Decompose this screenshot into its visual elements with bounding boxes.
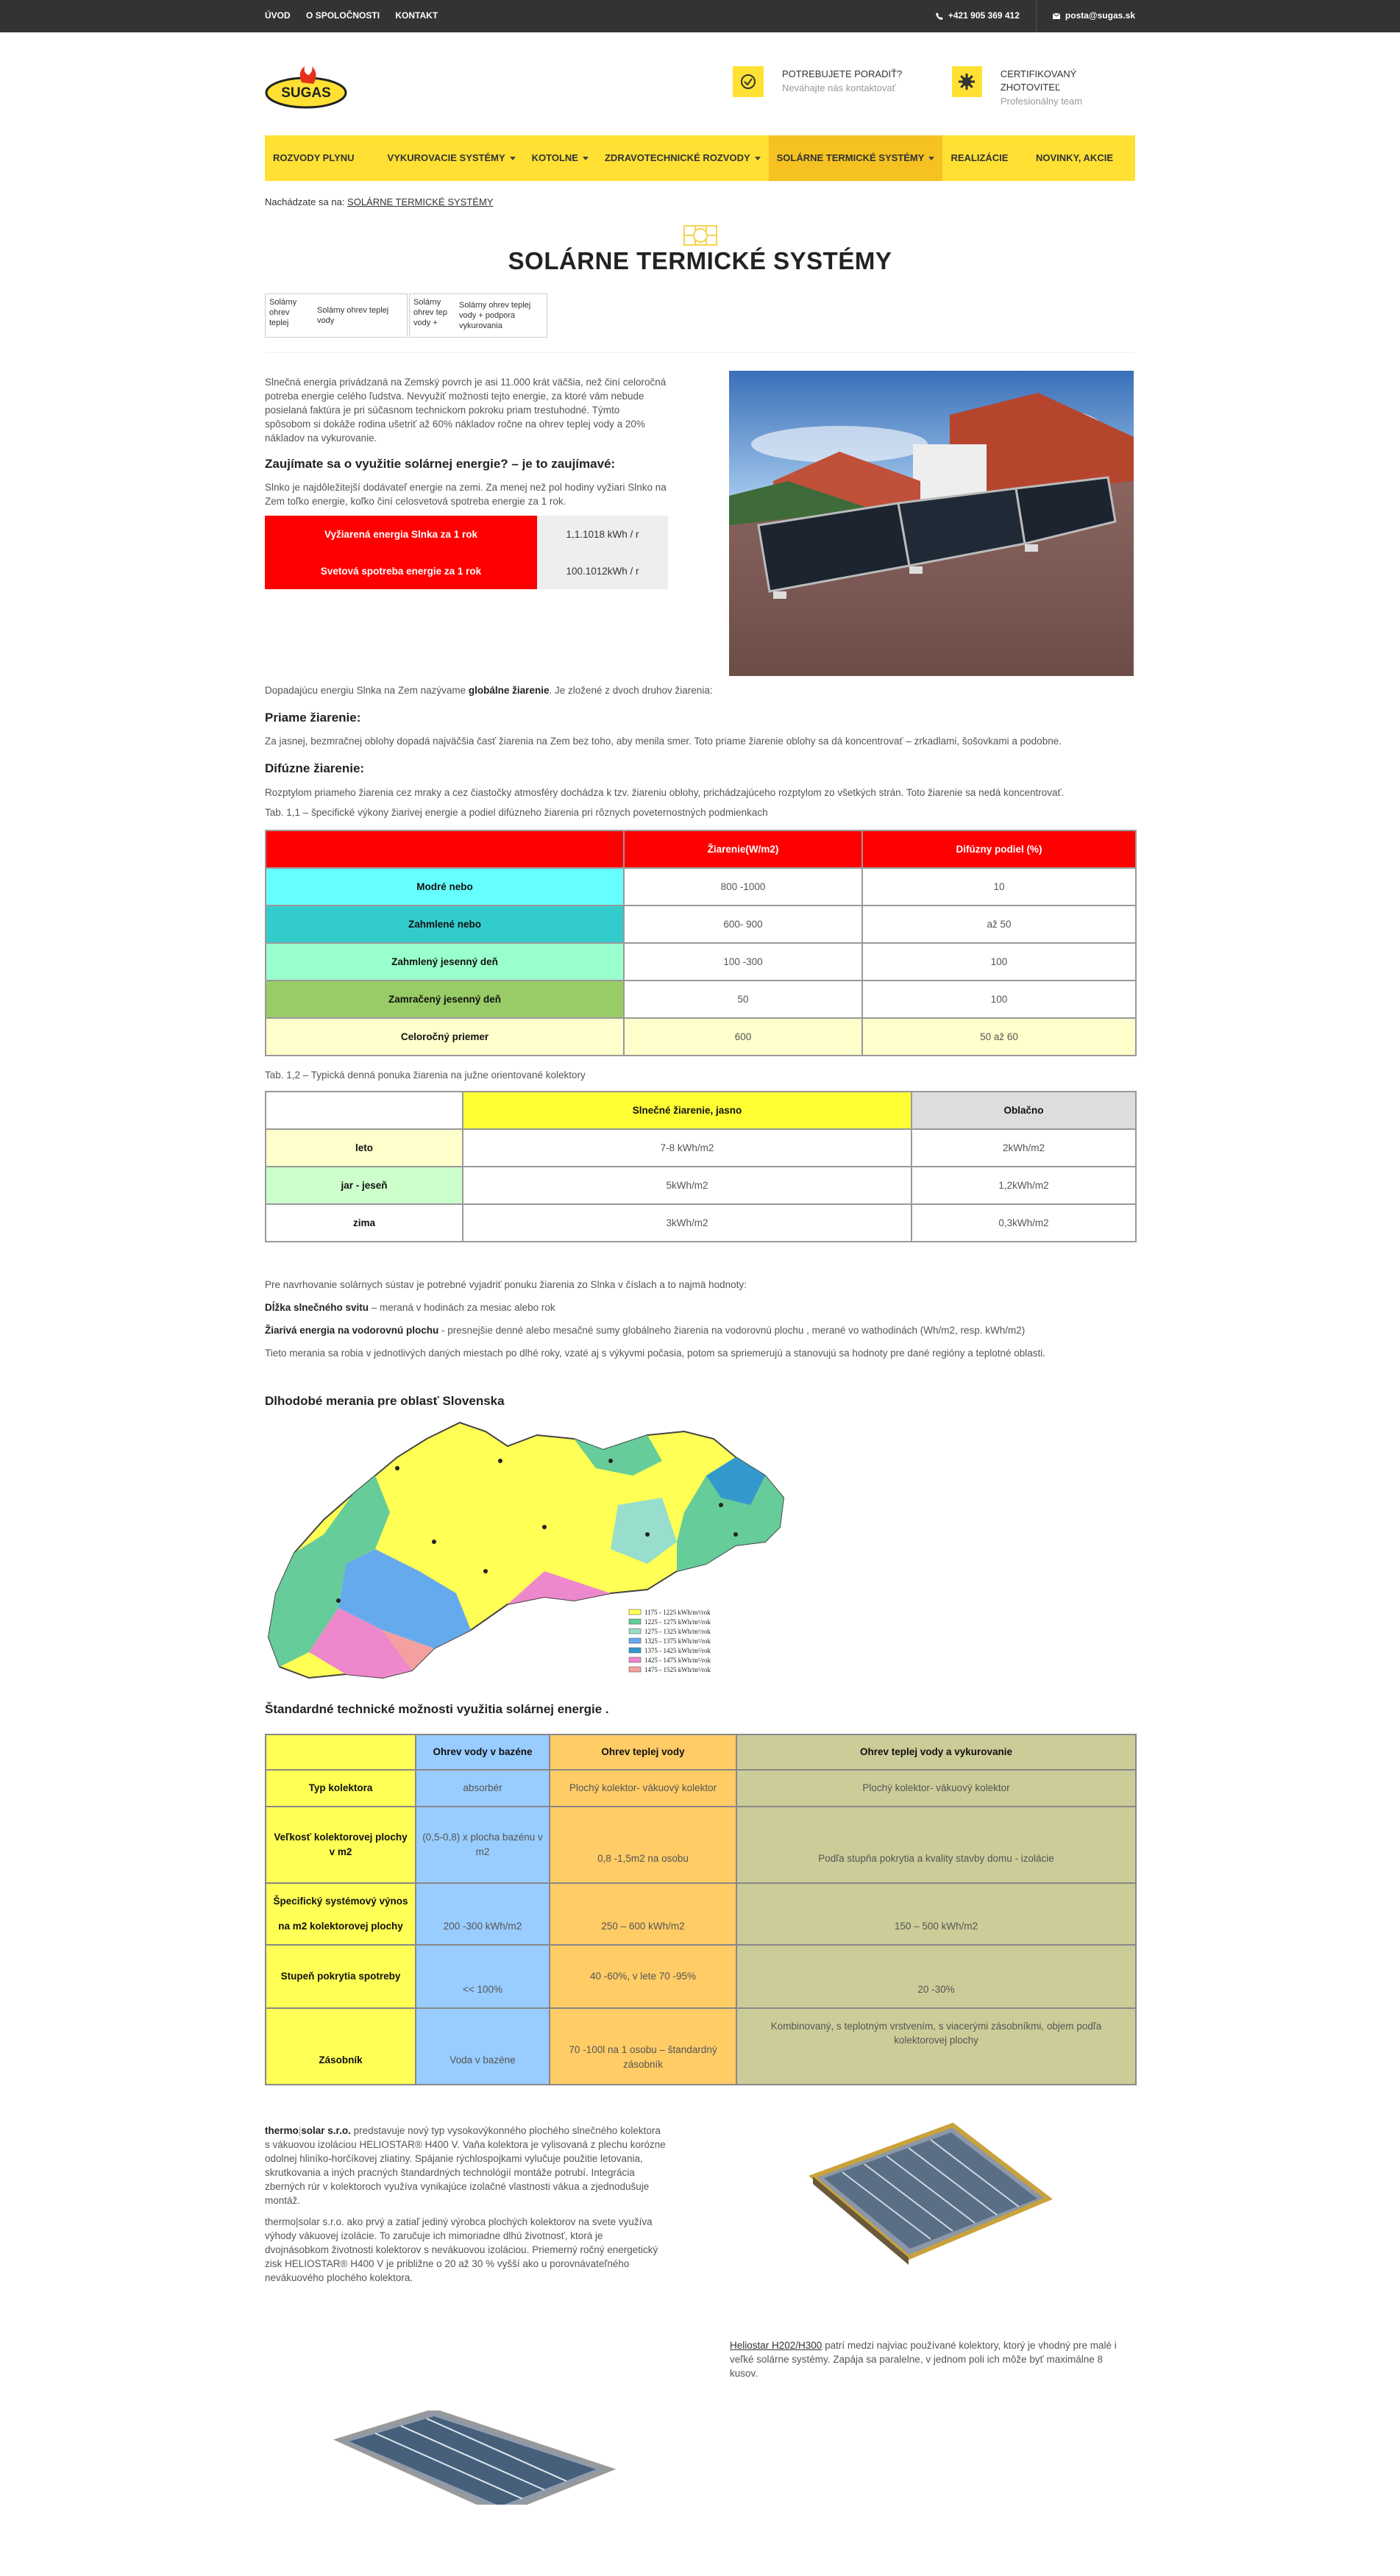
design-intro-paragraph: Pre navrhovanie solárnych sústav je potrebné vyjadriť ponuku žiarenia zo Slnka v číslach a to najmä hodnoty:: [265, 1278, 747, 1290]
nav-zdravotechnicke-rozvody[interactable]: ZDRAVOTECHNICKÉ ROZVODY: [597, 135, 769, 181]
intro-paragraph-2: Slnko je najdôležitejší dodávateľ energie na zemi. Za menej než pol hodiny vyžiari Slnko na Zem toľko energie, koľko činí celosvetová spotreba energie za 1 rok.: [265, 482, 667, 508]
thermosolar-paragraph-2: thermo|solar s.r.o. ako prvý a zatiaľ jediný výrobca plochých kolektorov na svete využíva výhody vákuovej izolácie. To zaručuje ich mimoriadne dlhú životnosť, ktorá je dvojnásobkom životnosti kolektorov s nevákuovou izoláciou. Priemerný ročný energetický zisk HELIOSTAR® H400 V je približne o 20 až 30 % vyšší ako u porovnávateľného nevákuového plochého kolektora.: [265, 2216, 658, 2283]
table-row: jar - jeseň 5kWh/m2 1,2kWh/m2: [266, 1167, 1136, 1204]
certified-subtitle: Profesionálny team: [1000, 96, 1083, 107]
nav-rozvody-plynu[interactable]: ROZVODY PLYNU: [273, 152, 355, 163]
technical-options-heading: Štandardné technické možnosti využitia solárnej energie .: [265, 1701, 609, 1716]
table-row: Špecifický systémový výnos na m2 kolektorovej plochy 200 -300 kWh/m2 250 – 600 kWh/m2 150 – 500 kWh/m2: [266, 1883, 1136, 1945]
chevron-down-icon: [510, 157, 516, 160]
table1-caption: Tab. 1,1 – špecifické výkony žiarivej energie a podiel difúzneho žiarenia pri rôznych poveternostných podmienkach: [265, 806, 768, 818]
table2-caption: Tab. 1,2 – Typická denná ponuka žiarenia na južne orientované kolektory: [265, 1069, 586, 1081]
table-row: Modré nebo 800 -1000 10: [266, 868, 1136, 905]
technical-options-table: [265, 1734, 1137, 2085]
energy-row: Svetová spotreba energie za 1 rok 100.1012kWh / r: [265, 552, 668, 589]
table-row: Stupeň pokrytia spotreby << 100% 40 -60%, v lete 70 -95% 20 -30%: [266, 1945, 1136, 2008]
top-nav: [265, 10, 451, 22]
heliostar-h202-collector-image: [324, 2410, 618, 2505]
daily-radiation-table: [265, 1091, 1137, 1242]
top-nav-o-spolocnosti[interactable]: O SPOLOČNOSTI: [306, 10, 380, 21]
nav-solarne-termicke-systemy[interactable]: SOLÁRNE TERMICKÉ SYSTÉMY: [769, 135, 943, 181]
intro-heading: Zaujímate sa o využitie solárnej energie? – je to zaujímavé:: [265, 456, 616, 471]
subtab-solarny-ohrev-vody[interactable]: Solárny ohrev teplej Solárny ohrev teplej vody: [265, 293, 408, 338]
check-badge-icon: [733, 66, 764, 97]
phone-link[interactable]: +421 905 369 412: [936, 10, 1020, 22]
table-row: Typ kolektora absorbér Plochý kolektor- vákuový kolektor Plochý kolektor- vákuový kolektor: [266, 1770, 1136, 1807]
chevron-down-icon: [583, 157, 589, 160]
sugas-logo[interactable]: [265, 65, 347, 109]
table-header-row: Žiarenie(W/m2) Difúzny podiel (%): [266, 830, 1136, 868]
energy-row: Vyžiarená energia Slnka za 1 rok 1,1.1018 kWh / r: [265, 516, 668, 552]
svg-text:1475 - 1525 kWh/m²/rok: 1475 - 1525 kWh/m²/rok: [644, 1665, 711, 1673]
svg-text:1425 - 1475 kWh/m²/rok: 1425 - 1475 kWh/m²/rok: [644, 1656, 711, 1664]
breadcrumb: Nachádzate sa na: SOLÁRNE TERMICKÉ SYSTÉMY: [265, 196, 494, 207]
sunshine-duration-paragraph: Dĺžka slnečného svitu – meraná v hodinách za mesiac alebo rok: [265, 1301, 555, 1313]
map-legend: [629, 1609, 711, 1673]
advice-subtitle: Neváhajte nás kontaktovať: [782, 82, 896, 93]
map-heading: Dlhodobé merania pre oblasť Slovenska: [265, 1393, 505, 1408]
header: [0, 32, 1400, 135]
subtab-ohrev-vody-vykurovanie[interactable]: Solárny ohrev tep vody + Solárny ohrev teplej vody + podpora vykurovania: [409, 293, 547, 338]
energy-table: [265, 516, 668, 589]
nav-realizacie[interactable]: REALIZÁCIE: [950, 152, 1009, 163]
phone-icon: [936, 13, 943, 20]
diffuse-radiation-heading: Difúzne žiarenie:: [265, 761, 365, 776]
certified-box: [952, 66, 1135, 109]
email-link[interactable]: posta@sugas.sk: [1053, 10, 1135, 22]
table-row: Veľkosť kolektorovej plochy v m2 (0,5-0,8) x plocha bazénu v m2 0,8 -1,5m2 na osobu Podľa stupňa pokrytia a kvality stavby domu - izolácie: [266, 1807, 1136, 1883]
svg-text:1225 - 1275 kWh/m²/rok: 1225 - 1275 kWh/m²/rok: [644, 1618, 711, 1626]
table-row: Celoročný priemer 600 50 až 60: [266, 1018, 1136, 1056]
nav-kotolne[interactable]: KOTOLNE: [524, 135, 597, 181]
divider: [1036, 0, 1037, 32]
advice-box[interactable]: [733, 66, 902, 97]
thermosolar-paragraph: thermo|solar s.r.o. predstavuje nový typ vysokovýkonného plochého slnečného kolektora s vákuovou izoláciou HELIOSTAR® H400 V. Vaňa kolektora je vylisovaná z plechu korózne odolnej hliníko-horčíkovej zliatiny. Spájanie rýchlospojkami vylučuje použitie letovania, skrutkovania a iných pracných štandardných technológií montáže potrubí. Integrácia zberných rúr v kolektoroch využíva vynikajúce izolačné vlastnosti vákua a zjednodušuje montáž.: [265, 2124, 666, 2206]
svg-text:1275 - 1325 kWh/m²/rok: 1275 - 1325 kWh/m²/rok: [644, 1627, 711, 1635]
table-header-row: Ohrev vody v bazéne Ohrev teplej vody Ohrev teplej vody a vykurovanie: [266, 1734, 1136, 1770]
table-row: Zahmlený jesenný deň 100 -300 100: [266, 943, 1136, 981]
measurement-paragraph: Tieto merania sa robia v jednotlivých daných miestach po dlhé roky, vzaté aj s výkyvmi počasia, potom sa spriemerujú a stanovujú sa hodnoty pre dané regióny a teplotné oblasti.: [265, 1347, 1046, 1359]
radiant-energy-paragraph: Žiarivá energia na vodorovnú plochu - presnejšie denné alebo mesačné sumy globálneho žiarenia na vodorovnú plochu , merané vo wathodinách (Wh/m2, resp. kWh/m2): [265, 1324, 1026, 1336]
heliostar-h202-link[interactable]: Heliostar H202/H300: [730, 2339, 822, 2351]
radiation-power-table: [265, 830, 1137, 1056]
diffuse-radiation-paragraph: Rozptylom priameho žiarenia cez mraky a cez čiastočky atmosféry dochádza k tzv. žiareniu oblohy, prichádzajúceho rozptylom zo všetkých strán. Toto žiarenie sa nedá koncentrovať.: [265, 786, 1065, 798]
table-row: leto 7-8 kWh/m2 2kWh/m2: [266, 1129, 1136, 1167]
svg-text:1325 - 1375 kWh/m²/rok: 1325 - 1375 kWh/m²/rok: [644, 1637, 711, 1645]
certified-title: CERTIFIKOVANÝ ZHOTOVITEĽ: [1000, 68, 1077, 93]
page-title: SOLÁRNE TERMICKÉ SYSTÉMY: [265, 243, 1135, 279]
table-row: zima 3kWh/m2 0,3kWh/m2: [266, 1204, 1136, 1242]
table-row: Zamračený jesenný deň 50 100: [266, 981, 1136, 1018]
main-nav: [265, 135, 1135, 181]
sun-deco-icon: [677, 221, 724, 251]
slovakia-irradiation-map: [265, 1417, 817, 1685]
envelope-icon: [1053, 13, 1060, 20]
top-bar: [0, 0, 1400, 32]
solar-panels-roof-photo: [729, 371, 1134, 676]
direct-radiation-paragraph: Za jasnej, bezmračnej oblohy dopadá najväčšia časť žiarenia na Zem bez toho, aby menila smer. Toto priame žiarenie oblohy sa dá koncentrovať – zrkadlami, šošovkami a podobne.: [265, 736, 1062, 747]
subpage-tabs: [265, 293, 1135, 338]
direct-radiation-heading: Priame žiarenie:: [265, 710, 361, 725]
nav-vykurovacie-systemy[interactable]: VYKUROVACIE SYSTÉMY: [363, 135, 524, 181]
table-row: Zásobník Voda v bazéne 70 -100l na 1 osobu – štandardný zásobník Kombinovaný, s teplotným vrstvením, s viacerými zásobníkmi, objem podľa kolektorovej plochy: [266, 2008, 1136, 2085]
breadcrumb-current-link[interactable]: SOLÁRNE TERMICKÉ SYSTÉMY: [347, 196, 494, 207]
chevron-down-icon: [755, 157, 761, 160]
gear-icon: [952, 66, 982, 97]
logo-text: SUGAS: [281, 85, 331, 101]
table-header-row: Slnečné žiarenie, jasno Oblačno: [266, 1092, 1136, 1129]
nav-novinky-akcie[interactable]: NOVINKY, AKCIE: [1036, 152, 1113, 163]
heliostar-h400-collector-image: [783, 2118, 1078, 2265]
svg-text:1175 - 1225 kWh/m²/rok: 1175 - 1225 kWh/m²/rok: [644, 1608, 711, 1616]
svg-text:1375 - 1425 kWh/m²/rok: 1375 - 1425 kWh/m²/rok: [644, 1646, 711, 1654]
intro-paragraph: Slnečná energia privádzaná na Zemský povrch je asi 11.000 krát väčšia, než činí celoročná potreba energie celého ľudstva. Nevyužiť možnosti tejto energie, za ktoré vám nebude posielaná faktúra je pri súčasnom technickom pokroku priam trestuhodné. Týmto spôsobom si dokáže rodina ušetriť až 60% nákladov ročne na ohrev teplej vody a 20% nákladov na vykurovanie.: [265, 376, 667, 444]
advice-title: POTREBUJETE PORADIŤ?: [782, 68, 903, 79]
heliostar-h202-description: Heliostar H202/H300 patrí medzi najviac používané kolektory, ktorý je vhodný pre malé i veľké solárne systémy. Zapája sa paralelne, v jednom poli ich môže byť maximálne 8 kusov.: [730, 2339, 1117, 2379]
top-nav-uvod[interactable]: ÚVOD: [265, 10, 291, 21]
chevron-down-icon: [928, 157, 934, 160]
top-nav-kontakt[interactable]: KONTAKT: [395, 10, 438, 21]
table-row: Zahmlené nebo 600- 900 až 50: [266, 905, 1136, 943]
global-radiation-paragraph: Dopadajúcu energiu Slnka na Zem nazývame globálne žiarenie. Je zložené z dvoch druhov žiarenia:: [265, 684, 713, 696]
